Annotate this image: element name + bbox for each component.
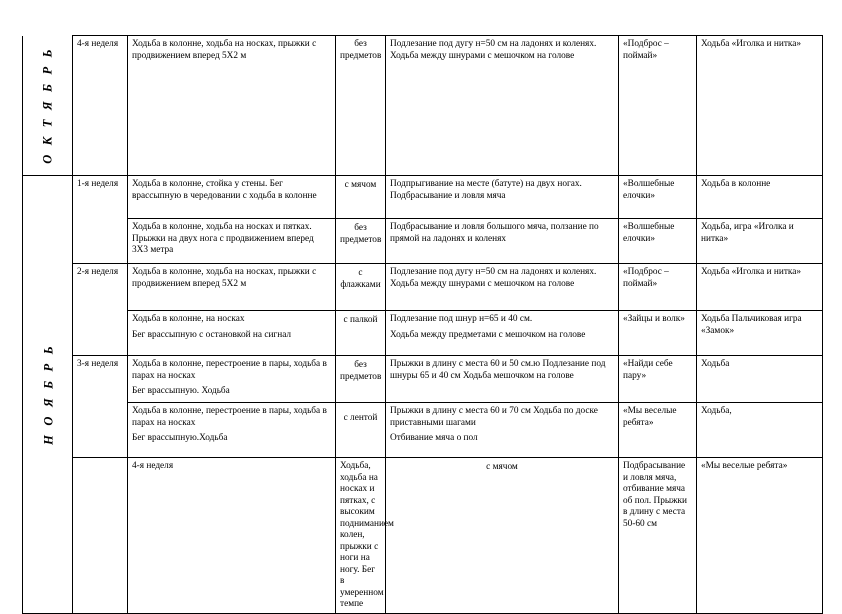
final-part-cell: Ходьба, игра «Иголка и нитка» — [697, 219, 823, 264]
main-movement-text: Прыжки в длину с места 60 и 70 см Ходьба по доске приставными шагами — [390, 406, 598, 428]
inventory-cell: с флажками — [336, 264, 386, 311]
exercise-plan-table — [22, 35, 823, 614]
final-part-cell: Ходьба в колонне — [697, 176, 823, 219]
main-movement-cell: Подбрасывание и ловля большого мяча, ползание по прямой на ладонях и коленях — [386, 219, 619, 264]
inventory-cell: с палкой — [336, 311, 386, 356]
inventory-cell: без предметов — [336, 356, 386, 403]
table-row — [23, 36, 823, 176]
final-part-cell: Ходьба Пальчиковая игра «Замок» — [697, 311, 823, 356]
game-cell: «Подброс – поймай» — [619, 36, 697, 176]
walk-text-2: Бег врассыпную с остановкой на сигнал — [132, 329, 292, 340]
inventory-cell: с мячом — [386, 458, 619, 614]
walk-text: Ходьба в колонне, перестроение в пары, ходьба в парах на носках — [132, 406, 327, 428]
main-movement-cell — [386, 36, 619, 176]
game-cell: «Зайцы и волк» — [619, 311, 697, 356]
main-movement-cell: Подпрыгивание на месте (батуте) на двух ногах. Подбрасывание и ловля мяча — [386, 176, 619, 219]
walk-text: Ходьба в колонне, перестроение в пары, ходьба в парах на носках — [132, 359, 327, 381]
walk-cell: Ходьба в колонне, ходьба на носках и пятках. Прыжки на двух нога с продвижением вперед 3Х3 метра — [128, 219, 336, 264]
week-cell: 4-я неделя — [73, 36, 128, 176]
walk-text: Ходьба в колонне, ходьба на носках, прыжки с продвижением вперед 5Х2 м — [132, 39, 317, 61]
game-cell: «Подброс – поймай» — [619, 264, 697, 311]
walk-cell — [128, 356, 336, 403]
main-movement-cell: Подбрасывание и ловля мяча, отбивание мяча об пол. Прыжки в длину с места 50-60 см — [619, 458, 697, 614]
game-cell: «Волшебные елочки» — [619, 176, 697, 219]
main-movement-text: Подлезание под дугу н=50 см на ладонях и коленях. Ходьба между шнурами с мешочком на голове — [390, 39, 597, 61]
game-cell: «Волшебные елочки» — [619, 219, 697, 264]
walk-text-2: Бег врассыпную. Ходьба — [132, 386, 230, 396]
main-movement-cell — [386, 403, 619, 458]
final-part-cell: Ходьба — [697, 356, 823, 403]
week-cell: 3-я неделя — [73, 356, 128, 458]
week-cell: 1-я неделя — [73, 176, 128, 264]
week-cell: 4-я неделя — [128, 458, 336, 614]
table-row — [23, 219, 823, 264]
game-cell: «Мы веселые ребята» — [619, 403, 697, 458]
month-cell-october — [23, 36, 73, 176]
inventory-cell: без предметов — [336, 36, 386, 176]
main-movement-cell — [386, 311, 619, 356]
inventory-cell: с мячом — [336, 176, 386, 219]
game-cell: «Мы веселые ребята» — [697, 458, 823, 614]
table-row — [23, 311, 823, 356]
main-movement-cell: Прыжки в длину с места 60 и 50 см.ю Подлезание под шнуры 65 и 40 см Ходьба мешочком на голове — [386, 356, 619, 403]
table-row — [23, 356, 823, 403]
walk-text-2: Бег врассыпную.Ходьба — [132, 433, 228, 443]
month-cell-november — [23, 176, 73, 614]
main-movement-text: Подлезание под шнур н=65 и 40 см. — [390, 314, 533, 324]
final-part-cell: Ходьба, — [697, 403, 823, 458]
week-cell: 2-я неделя — [73, 264, 128, 356]
walk-cell: Ходьба, ходьба на носках и пятках, с высоким подниманием колен, прыжки с ноги на ногу. Бег в умеренном темпе — [336, 458, 386, 614]
month-label-november: Н О Я Б Р Ь — [40, 343, 55, 446]
inventory-cell: с лентой — [336, 403, 386, 458]
month-cell-blank — [73, 458, 128, 614]
final-part-cell: Ходьба «Иголка и нитка» — [697, 36, 823, 176]
table-row — [23, 264, 823, 311]
game-cell: «Найди себе пару» — [619, 356, 697, 403]
walk-text: Ходьба в колонне, на носках — [132, 314, 245, 324]
main-movement-cell: Подлезание под дугу н=50 см на ладонях и коленях. Ходьба между шнурами с мешочком на голове — [386, 264, 619, 311]
inventory-cell: без предметов — [336, 219, 386, 264]
walk-cell — [128, 403, 336, 458]
table-row — [23, 403, 823, 458]
walk-cell — [128, 36, 336, 176]
main-movement-text-2: Отбивание мяча о пол — [390, 433, 478, 443]
table-row — [23, 458, 823, 614]
walk-cell — [128, 311, 336, 356]
main-movement-text-2: Ходьба между предметами с мешочком на голове — [390, 329, 586, 340]
final-part-cell: Ходьба «Иголка и нитка» — [697, 264, 823, 311]
table-row — [23, 176, 823, 219]
walk-cell: Ходьба в колонне, ходьба на носках, прыжки с продвижением вперед 5Х2 м — [128, 264, 336, 311]
walk-cell: Ходьба в колонне, стойка у стены. Бег врассыпную в чередовании с ходьба в колонне — [128, 176, 336, 219]
month-label-october: О К Т Я Б Р Ь — [39, 46, 54, 165]
